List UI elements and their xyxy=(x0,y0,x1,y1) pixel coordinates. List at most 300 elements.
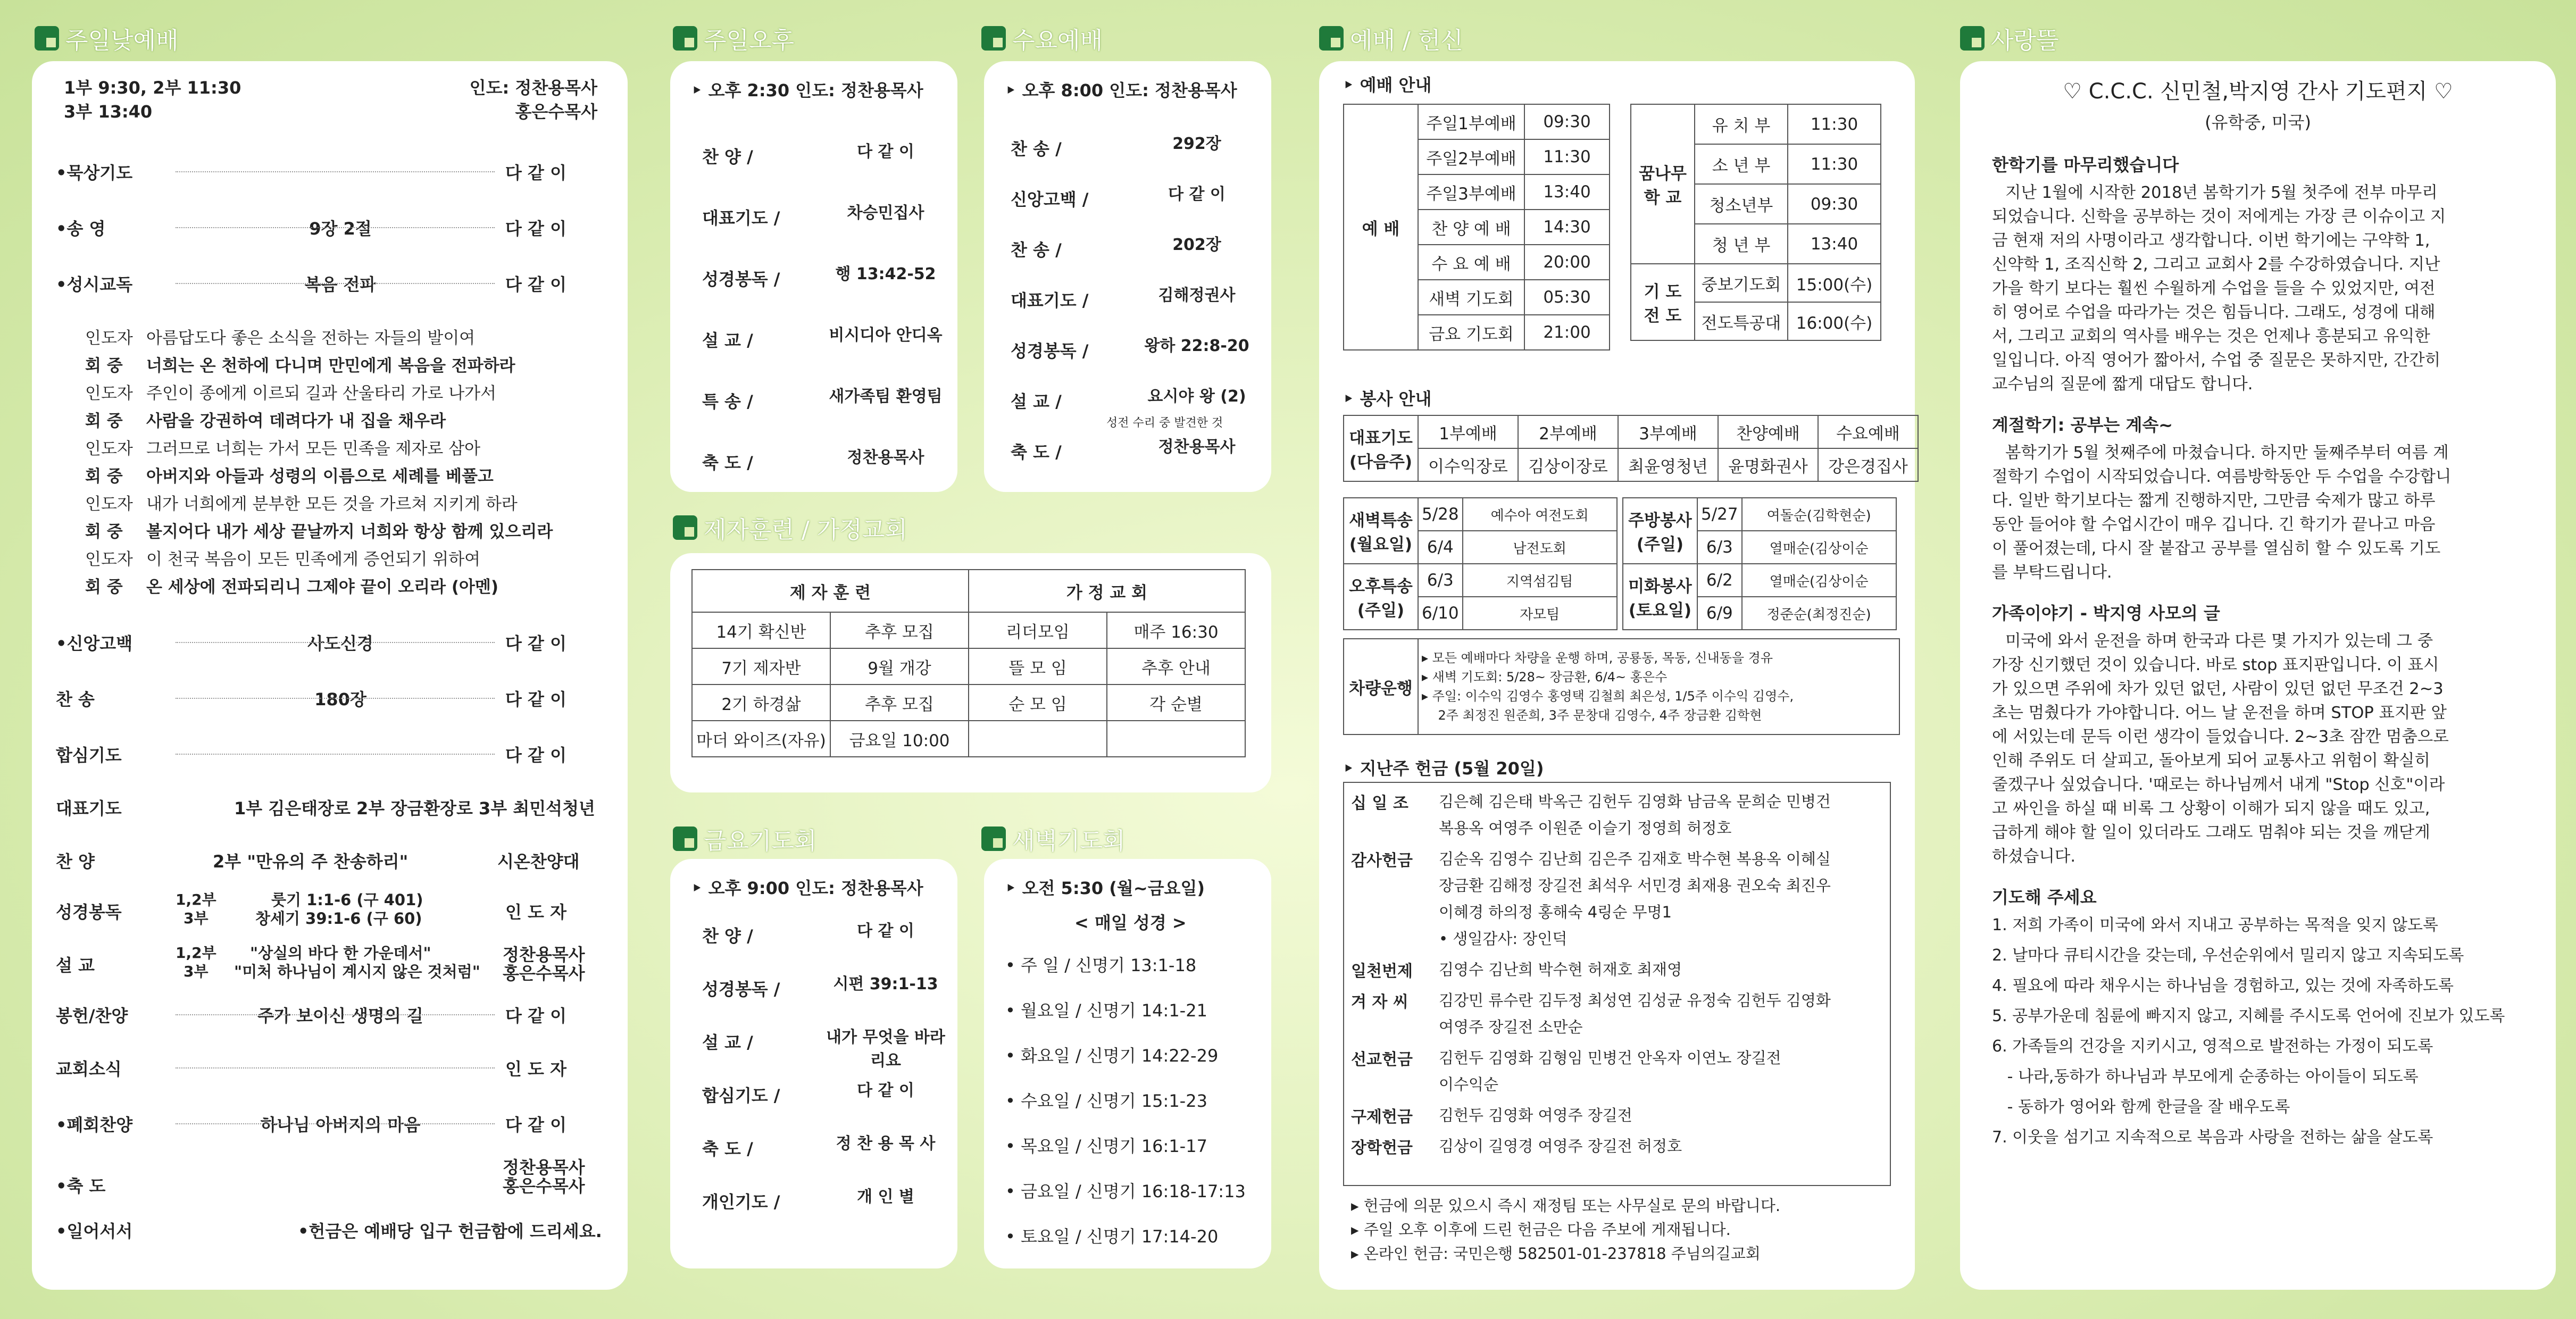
letter-line: 하셨습니다. xyxy=(1992,847,2076,866)
section-dawn: 새벽기도회 xyxy=(981,822,1126,856)
section-icon xyxy=(1960,26,1985,51)
duty-date: 6/4 xyxy=(1418,531,1463,564)
offering-names: 복용옥 여영주 이원준 이슬기 정영희 허정호 xyxy=(1439,819,1732,837)
item-content: 하나님 아버지의 마음 xyxy=(260,1115,421,1135)
item-label: •폐회찬양 xyxy=(56,1115,133,1135)
car-note: 2주 최정진 원준희, 3주 문창대 김영수, 4주 장금환 김학현 xyxy=(1422,708,1762,723)
list-label: 설 교 / xyxy=(702,330,753,350)
friday-head: ‣ 오후 9:00 인도: 정찬용목사 xyxy=(691,878,923,898)
list-value: 차승민집사 xyxy=(847,204,924,222)
item-label: 봉헌/찬양 xyxy=(56,1006,128,1026)
car-notes xyxy=(1418,639,1899,734)
school-time: 13:40 xyxy=(1788,224,1881,264)
duty-date: 6/10 xyxy=(1418,597,1463,630)
wednesday-head: ‣ 오후 8:00 인도: 정찬용목사 xyxy=(1005,80,1237,101)
sermon-who-1: 정찬용목사 xyxy=(503,945,585,965)
list-label: 찬 양 / xyxy=(702,926,753,946)
letter-heading: 한학기를 마무리했습니다 xyxy=(1992,155,2179,175)
offering-label: 일천번제 xyxy=(1351,962,1413,981)
dawn-item: • 토요일 / 신명기 17:14-20 xyxy=(1005,1226,1219,1247)
duty-label: 주방봉사 (주일) xyxy=(1623,498,1697,564)
letter-line: 에 서있는데 문득 이런 생각이 들었습니다. 2~3초 잠깐 멈춤으로 xyxy=(1992,728,2449,746)
sermon-title-1: "상실의 바다 한 가운데서" xyxy=(250,944,431,962)
school-name: 소 년 부 xyxy=(1695,144,1788,184)
bible-verse-2: 창세기 39:1-6 (구 60) xyxy=(255,909,422,928)
disc-cell: 2기 하경삶 xyxy=(692,684,830,721)
school-time: 11:30 xyxy=(1788,144,1881,184)
blessing-who-2: 홍은수목사 xyxy=(503,1176,585,1196)
list-value: 비시디아 안디옥 xyxy=(829,326,943,345)
section-icon xyxy=(673,827,697,851)
dawn-item: • 월요일 / 신명기 14:1-21 xyxy=(1005,1000,1207,1021)
car-table xyxy=(1343,638,1900,735)
blessing-who-1: 정찬용목사 xyxy=(503,1157,585,1178)
rep-name: 강은경집사 xyxy=(1818,448,1918,481)
reading-text: 볼지어다 내가 세상 끝날까지 너희와 항상 함께 있으리라 xyxy=(146,522,553,541)
section-wednesday: 수요예배 xyxy=(981,21,1103,55)
item-content: 180장 xyxy=(314,689,366,709)
list-value: 다 같 이 xyxy=(857,143,914,161)
school-name: 청소년부 xyxy=(1695,184,1788,224)
letter-heading: 계절학기: 공부는 계속~ xyxy=(1992,415,2173,435)
list-value: 202장 xyxy=(1172,236,1221,254)
list-value: 왕하 22:8-20 xyxy=(1144,337,1249,355)
rep-col: 1부예배 xyxy=(1418,415,1518,448)
item-label: •송 영 xyxy=(56,219,106,239)
item-dots xyxy=(176,754,495,755)
item-who: 다 같 이 xyxy=(505,689,567,709)
disc-cell: 14기 확신반 xyxy=(692,612,830,648)
list-value: 김해정권사 xyxy=(1158,286,1236,305)
item-dots xyxy=(176,698,495,699)
prayer-item: - 나라,동하가 하나님과 부모에게 순종하는 아이들이 되도록 xyxy=(1992,1067,2419,1086)
list-value: 개 인 별 xyxy=(857,1188,914,1206)
offering-names: • 생일감사: 장인덕 xyxy=(1439,930,1568,948)
reading-role: 인도자 xyxy=(85,329,133,348)
letter-line: 일입니다. 아직 영어가 짧아서, 수업 중 질문은 못하지만, 간간히 xyxy=(1992,351,2441,370)
car-label: 차량운행 xyxy=(1344,639,1418,734)
duty-team: 남전도회 xyxy=(1463,531,1617,564)
reading-text: 아름답도다 좋은 소식을 전하는 자들의 발이여 xyxy=(146,329,476,348)
offering-names: 김헌두 김영화 김형임 민병건 안옥자 이연노 장길전 xyxy=(1439,1049,1781,1067)
list-value: 행 13:42-52 xyxy=(835,265,936,283)
letter-subtitle: (유학중, 미국) xyxy=(2205,112,2311,132)
item-label: 교회소식 xyxy=(56,1059,122,1079)
letter-line: 급하게 해야 할 일이 있더라도 그래도 멈춰야 되는 것을 깨닫게 xyxy=(1992,823,2430,842)
item-who: 다 같 이 xyxy=(505,1006,567,1026)
offering-title: ‣ 지난주 헌금 (5월 20일) xyxy=(1343,758,1544,779)
disc-cell: 마더 와이즈(자유) xyxy=(692,721,830,757)
letter-heading: 기도해 주세요 xyxy=(1992,887,2097,907)
sermon-who-2: 홍은수목사 xyxy=(503,963,585,983)
sunday-time: 1부 9:30, 2부 11:30 xyxy=(64,78,241,98)
list-value: 292장 xyxy=(1172,135,1221,153)
offering-note: •헌금은 예배당 입구 헌금함에 드리세요. xyxy=(298,1221,602,1241)
item-label: •성시교독 xyxy=(56,274,133,295)
dawn-item: • 금요일 / 신명기 16:18-17:13 xyxy=(1005,1181,1246,1201)
rep-name: 윤명화권사 xyxy=(1718,448,1818,481)
offering-names: 김순옥 김영수 김난희 김은주 김재호 박수현 복용옥 이혜실 xyxy=(1439,850,1831,868)
bible-part: 1,2부 xyxy=(176,891,216,908)
list-value: 다 같 이 xyxy=(857,922,914,940)
letter-heading: 가족이야기 - 박지영 사모의 글 xyxy=(1992,603,2220,623)
duty-team: 예수아 여전도회 xyxy=(1463,498,1617,531)
reading-role: 회 중 xyxy=(85,522,123,541)
pray-name: 전도특공대 xyxy=(1695,302,1788,340)
disc-header: 제 자 훈 련 xyxy=(692,570,969,612)
list-value: 정찬용목사 xyxy=(847,448,924,467)
offering-label: 장학헌금 xyxy=(1351,1139,1413,1157)
rep-name: 김상이장로 xyxy=(1518,448,1618,481)
list-label: 설 교 / xyxy=(702,1032,753,1053)
list-label: 대표기도 / xyxy=(1011,290,1089,311)
duty-date: 6/3 xyxy=(1418,564,1463,597)
duty-team: 열매순(김상이순 xyxy=(1742,564,1896,597)
offering-note: ▸ 주일 오후 이후에 드린 헌금은 다음 주보에 게재됩니다. xyxy=(1351,1221,1731,1239)
reading-role: 인도자 xyxy=(85,550,133,569)
offering-names: 김상이 길영경 여영주 장길전 허정호 xyxy=(1439,1137,1682,1155)
prayer-item: 2. 날마다 큐티시간을 갖는데, 우선순위에서 밀리지 않고 지속되도록 xyxy=(1992,946,2464,965)
list-label: 찬 양 / xyxy=(702,147,753,167)
home-cell: 순 모 임 xyxy=(969,684,1107,721)
item-dots xyxy=(176,1067,495,1068)
dawn-item: • 화요일 / 신명기 14:22-29 xyxy=(1005,1046,1219,1066)
item-dots xyxy=(176,1014,495,1015)
letter-line: 인해 주위도 더 살피고, 돌아보게 되어 교통사고 위험이 확실히 xyxy=(1992,752,2430,770)
letter-line: 지난 1월에 시작한 2018년 봄학기가 5월 첫주에 전부 마무리 xyxy=(2005,183,2438,202)
list-value: 정찬용목사 xyxy=(1158,438,1236,456)
item-who: 시온찬양대 xyxy=(497,851,580,872)
section-icon xyxy=(1319,26,1344,51)
reading-role: 회 중 xyxy=(85,412,123,431)
list-label: 합심기도 / xyxy=(702,1086,780,1106)
offering-names: 김강민 류수란 김두정 최성연 김성균 유정숙 김헌두 김영화 xyxy=(1439,991,1831,1009)
section-friday: 금요기도회 xyxy=(673,822,817,856)
rep-col: 찬양예배 xyxy=(1718,415,1818,448)
offering-names: 이수익순 xyxy=(1439,1075,1499,1093)
item-dots xyxy=(176,1123,495,1124)
item-dots xyxy=(176,171,495,172)
offering-names: 김영수 김난희 박수현 허재호 최재영 xyxy=(1439,961,1682,979)
letter-line: 고 싸인을 하실 때 비록 그 상황이 이해가 되지 않을 때도 있고, xyxy=(1992,799,2430,818)
list-label: 특 송 / xyxy=(702,391,753,412)
worship-time: 09:30 xyxy=(1524,104,1610,139)
list-label: 신앙고백 / xyxy=(1011,189,1089,210)
car-note: ▸ 새벽 기도회: 5/28~ 장금환, 6/4~ 홍은수 xyxy=(1422,670,1668,684)
item-dots xyxy=(176,642,495,643)
worship-title: ‣ 예배 안내 xyxy=(1343,75,1432,95)
section-icon xyxy=(981,26,1006,51)
reading-text: 사람을 강권하여 데려다가 내 집을 채우라 xyxy=(146,412,446,431)
home-cell: 매주 16:30 xyxy=(1107,612,1245,648)
list-label: 찬 송 / xyxy=(1011,139,1062,159)
list-label: 축 도 / xyxy=(702,453,753,473)
kitchen-table xyxy=(1622,497,1897,630)
sunday-time-3: 3부 13:40 xyxy=(64,102,153,122)
letter-line: 히 영어로 수업을 따라가는 것은 힘듭니다. 그래도, 성경에 대해 xyxy=(1992,303,2436,322)
duty-label: 새벽특송 (월요일) xyxy=(1344,498,1418,564)
school-label: 꿈나무 학 교 xyxy=(1631,104,1695,264)
disc-cell: 금요일 10:00 xyxy=(830,721,969,757)
item-content: 2부 "만유의 주 찬송하리" xyxy=(213,851,409,872)
worship-time: 13:40 xyxy=(1524,174,1610,210)
letter-title: ♡ C.C.C. 신민철,박지영 간사 기도편지 ♡ xyxy=(2063,79,2453,104)
prayer-item: 7. 이웃을 섬기고 지속적으로 복음과 사랑을 전하는 삶을 살도록 xyxy=(1992,1128,2433,1147)
worship-name: 새벽 기도회 xyxy=(1418,280,1524,315)
list-value: 내가 무엇을 바라리요 xyxy=(826,1028,945,1070)
rep-name: 최윤영청년 xyxy=(1618,448,1718,481)
wednesday-sermon-sub: 성전 수리 중 발견한 것 xyxy=(1106,416,1223,430)
list-label: 축 도 / xyxy=(1011,442,1062,462)
section-sunday: 주일낮예배 xyxy=(35,21,179,55)
worship-time: 14:30 xyxy=(1524,210,1610,245)
item-content: 9장 2절 xyxy=(309,219,372,239)
offering-label: 구제헌금 xyxy=(1351,1108,1413,1126)
disc-cell: 7기 제자반 xyxy=(692,648,830,684)
blessing-label: •축 도 xyxy=(56,1176,106,1196)
pray-time: 16:00(수) xyxy=(1788,302,1881,340)
home-cell: 리더모임 xyxy=(969,612,1107,648)
list-label: 개인기도 / xyxy=(702,1192,780,1212)
duty-date: 5/27 xyxy=(1697,498,1742,531)
item-who: 인 도 자 xyxy=(505,1059,567,1079)
letter-line: 되었습니다. 신학을 공부하는 것이 저에게는 가장 큰 이슈이고 지 xyxy=(1992,207,2446,226)
home-cell: 각 순별 xyxy=(1107,684,1245,721)
sermon-title-2: "미처 하나님이 계시지 않은 것처럼" xyxy=(234,963,480,981)
reading-role: 회 중 xyxy=(85,467,123,486)
worship-name: 찬 양 예 배 xyxy=(1418,210,1524,245)
dawn-item: • 수요일 / 신명기 15:1-23 xyxy=(1005,1091,1207,1111)
item-content: 1부 김은태장로 2부 장금환장로 3부 최민석청년 xyxy=(234,798,595,819)
letter-line: 동안 들어야 할 수업시간이 매우 깁니다. 긴 학기가 끝나고 마음 xyxy=(1992,515,2436,534)
list-value: 시편 39:1-13 xyxy=(833,975,938,994)
prayer-item: 4. 필요에 따라 채우시는 하나님을 경험하고, 있는 것에 자족하도록 xyxy=(1992,976,2454,995)
rep-name: 이수익장로 xyxy=(1418,448,1518,481)
list-value: 정 찬 용 목 사 xyxy=(836,1134,936,1153)
rep-label: 대표기도 (다음주) xyxy=(1344,415,1418,481)
school-name: 유 치 부 xyxy=(1695,104,1788,144)
reading-text: 아버지와 아들과 성령의 이름으로 세례를 베풀고 xyxy=(146,467,494,486)
bible-who: 인 도 자 xyxy=(505,902,567,922)
duty-team: 열매순(김상이순 xyxy=(1742,531,1896,564)
item-label: •묵상기도 xyxy=(56,163,133,183)
sermon-label: 설 교 xyxy=(56,955,95,975)
section-afternoon: 주일오후 xyxy=(673,21,794,55)
list-label: 성경봉독 / xyxy=(702,269,780,289)
offering-names: 김은혜 김은태 박옥근 김헌두 김영화 남금옥 문희순 민병건 xyxy=(1439,792,1831,811)
section-icon xyxy=(673,26,697,51)
letter-line: 가을 학기 보다는 훨씬 수월하게 수업을 들을 수 있었지만, 여전 xyxy=(1992,279,2436,298)
pray-label: 기 도 전 도 xyxy=(1631,264,1695,340)
item-content: 복음 전파 xyxy=(304,274,377,295)
item-who: 다 같 이 xyxy=(505,633,567,654)
duty-date: 6/9 xyxy=(1697,597,1742,630)
offering-names: 장금환 김해정 장길전 최석우 서민경 최재용 권오숙 최진우 xyxy=(1439,876,1831,895)
service-table xyxy=(1343,415,1919,482)
list-label: 축 도 / xyxy=(702,1139,753,1159)
home-cell: 뜰 모 임 xyxy=(969,648,1107,684)
worship-time: 11:30 xyxy=(1524,139,1610,174)
worship-label: 예 배 xyxy=(1344,104,1418,350)
pray-name: 중보기도회 xyxy=(1695,264,1788,302)
sermon-part: 1,2부 xyxy=(176,944,216,962)
worship-time: 20:00 xyxy=(1524,245,1610,280)
prayer-item: - 동하가 영어와 함께 한글을 잘 배우도록 xyxy=(1992,1098,2290,1116)
duty-label: 오후특송 (주일) xyxy=(1344,564,1418,630)
list-label: 성경봉독 / xyxy=(1011,341,1089,361)
item-content: 사도신경 xyxy=(307,633,373,654)
list-value: 새가족팀 환영팀 xyxy=(829,387,943,406)
item-who: 다 같 이 xyxy=(505,163,567,183)
duty-team: 지역섬김팀 xyxy=(1463,564,1617,597)
list-label: 성경봉독 / xyxy=(702,979,780,999)
school-time: 09:30 xyxy=(1788,184,1881,224)
reading-role: 회 중 xyxy=(85,578,123,597)
section-love: 사랑뜰 xyxy=(1960,21,2059,55)
disc-cell: 9월 개강 xyxy=(830,648,969,684)
list-value: 다 같 이 xyxy=(857,1081,914,1100)
rep-col: 3부예배 xyxy=(1618,415,1718,448)
offering-label: 겨 자 씨 xyxy=(1351,993,1408,1012)
reading-role: 인도자 xyxy=(85,495,133,514)
letter-line: 다. 일반 학기보다는 짧게 진행하지만, 그만큼 숙제가 많고 하루 xyxy=(1992,491,2436,510)
item-dots xyxy=(176,283,495,284)
offering-label: 선교헌금 xyxy=(1351,1050,1413,1069)
worship-name: 수 요 예 배 xyxy=(1418,245,1524,280)
prayer-item: 5. 공부가운데 침륜에 빠지지 않고, 지혜를 주시도록 언어에 진보가 있도록 xyxy=(1992,1007,2505,1025)
letter-line: 절학기 수업이 시작되었습니다. 여름방학동안 두 수업을 수강합니 xyxy=(1992,468,2452,486)
car-note: ▸ 모든 예배마다 차량을 운행 하며, 공룡동, 목동, 신내동을 경유 xyxy=(1422,650,1773,665)
offering-names: 여영주 장길전 소만순 xyxy=(1439,1018,1583,1036)
item-label: 대표기도 xyxy=(56,798,122,819)
offering-names: 이혜경 하의정 홍해숙 4링순 무명1 xyxy=(1439,903,1672,921)
sunday-leader: 인도: 정찬용목사 xyxy=(469,78,597,98)
service-title: ‣ 봉사 안내 xyxy=(1343,389,1432,409)
duty-team: 여돌순(김학현순) xyxy=(1742,498,1896,531)
afternoon-head: ‣ 오후 2:30 인도: 정찬용목사 xyxy=(691,80,923,101)
worship-time: 21:00 xyxy=(1524,315,1610,350)
letter-line: 미국에 와서 운전을 하며 한국과 다른 몇 가지가 있는데 그 중 xyxy=(2005,632,2433,650)
empty-cell xyxy=(1107,721,1245,757)
dawn-item: • 목요일 / 신명기 16:1-17 xyxy=(1005,1136,1207,1156)
item-label: 찬 양 xyxy=(56,851,95,872)
car-note: ▸ 주일: 이수익 김영수 홍영택 김철희 최은성, 1/5주 이수익 김영수, xyxy=(1422,689,1794,704)
school-time: 11:30 xyxy=(1788,104,1881,144)
reading-text: 내가 너희에게 분부한 모든 것을 가르쳐 지키게 하라 xyxy=(146,495,518,514)
item-label: •신앙고백 xyxy=(56,633,133,654)
letter-line: 를 부탁드립니다. xyxy=(1992,563,2112,582)
item-who: 다 같 이 xyxy=(505,219,567,239)
worship-name: 주일1부예배 xyxy=(1418,104,1524,139)
home-header: 가 정 교 회 xyxy=(969,570,1245,612)
home-cell: 추후 안내 xyxy=(1107,648,1245,684)
prayer-item: 1. 저희 가족이 미국에 와서 지내고 공부하는 목적을 잊지 않도록 xyxy=(1992,916,2438,934)
duty-label: 미화봉사 (토요일) xyxy=(1623,564,1697,630)
list-value: 요시야 왕 (2) xyxy=(1147,387,1246,406)
letter-line: 금 현재 저의 사명이라고 생각합니다. 이번 학기에는 구약학 1, xyxy=(1992,231,2430,250)
item-content: 주가 보이신 생명의 길 xyxy=(257,1006,423,1026)
discipleship-table xyxy=(691,569,1246,757)
letter-line: 봄학기가 5월 첫째주에 마쳤습니다. 하지만 둘째주부터 여름 계 xyxy=(2005,444,2449,462)
letter-line: 교수님의 질문에 짧게 대답도 합니다. xyxy=(1992,375,2253,394)
reading-text: 너희는 온 천하에 다니며 만민에게 복음을 전파하라 xyxy=(146,356,515,375)
list-value: 다 같 이 xyxy=(1168,185,1226,204)
dawn-item: • 주 일 / 신명기 13:1-18 xyxy=(1005,955,1197,975)
offering-note: ▸ 헌금에 의문 있으시 즉시 재정팀 또는 사무실로 문의 바랍니다. xyxy=(1351,1197,1781,1215)
list-label: 대표기도 / xyxy=(702,208,780,228)
letter-line: 신약학 1, 조직신학 2, 그리고 교회사 2를 수강하였습니다. 지난 xyxy=(1992,255,2440,274)
rep-col: 2부예배 xyxy=(1518,415,1618,448)
worship-table xyxy=(1343,104,1610,350)
duty-team: 자모팀 xyxy=(1463,597,1617,630)
bible-part2: 3부 xyxy=(184,909,209,927)
disc-cell: 추후 모집 xyxy=(830,684,969,721)
reading-role: 인도자 xyxy=(85,439,133,458)
dawn-head: ‣ 오전 5:30 (월~금요일) xyxy=(1005,878,1205,898)
section-icon xyxy=(981,827,1006,851)
section-icon xyxy=(673,515,697,540)
worship-name: 주일2부예배 xyxy=(1418,139,1524,174)
offering-label: 십 일 조 xyxy=(1351,794,1408,813)
reading-role: 인도자 xyxy=(85,384,133,403)
item-dots xyxy=(176,227,495,228)
bible-verse-1: 룻기 1:1-6 (구 401) xyxy=(271,891,423,909)
school-name: 청 년 부 xyxy=(1695,224,1788,264)
reading-text: 온 세상에 전파되리니 그제야 끝이 오리라 (아멘) xyxy=(146,578,499,597)
section-icon xyxy=(35,26,59,51)
item-label: 찬 송 xyxy=(56,689,95,709)
sunday-leader-2: 홍은수목사 xyxy=(515,102,597,122)
letter-line: 가 있으면 주위에 차가 있던 없던, 사람이 있던 없던 무조건 2~3 xyxy=(1992,680,2444,698)
reading-role: 회 중 xyxy=(85,356,123,375)
offering-box xyxy=(1343,782,1891,1186)
reading-text: 그러므로 너희는 가서 모든 민족을 제자로 삼아 xyxy=(146,439,481,458)
pray-time: 15:00(수) xyxy=(1788,264,1881,302)
duty-date: 6/3 xyxy=(1697,531,1742,564)
letter-line: 초는 멈췄다가 가야합니다. 어느 날 운전을 하며 STOP 표지판 앞 xyxy=(1992,704,2447,722)
dawn-sub: < 매일 성경 > xyxy=(1074,913,1187,933)
duty-date: 5/28 xyxy=(1418,498,1463,531)
school-table xyxy=(1630,104,1881,341)
section-discipleship: 제자훈련 / 가정교회 xyxy=(673,511,907,545)
special-table xyxy=(1343,497,1618,630)
rep-col: 수요예배 xyxy=(1818,415,1918,448)
letter-line: 이 풀어졌는데, 다시 잘 붙잡고 공부를 열심히 할 수 있도록 기도 xyxy=(1992,539,2441,558)
section-worship: 예배 / 헌신 xyxy=(1319,21,1463,55)
list-label: 찬 송 / xyxy=(1011,240,1062,260)
offering-label: 감사헌금 xyxy=(1351,851,1413,870)
worship-time: 05:30 xyxy=(1524,280,1610,315)
sermon-part2: 3부 xyxy=(184,963,209,980)
reading-text: 이 천국 복음이 모든 민족에게 증언되기 위하여 xyxy=(146,550,481,569)
empty-cell xyxy=(969,721,1107,757)
letter-line: 가장 신기했던 것이 있습니다. 바로 stop 표지판입니다. 이 표시 xyxy=(1992,656,2439,674)
duty-team: 정준순(최정진순) xyxy=(1742,597,1896,630)
worship-name: 주일3부예배 xyxy=(1418,174,1524,210)
offering-names: 김헌두 김영화 여영주 장길전 xyxy=(1439,1106,1632,1124)
card-sunday xyxy=(32,61,628,1290)
closing-label: •일어서서 xyxy=(56,1221,133,1241)
letter-line: 서, 그리고 교회의 역사를 배우는 것은 언제나 흥분되고 유익한 xyxy=(1992,327,2430,346)
reading-text: 주인이 종에게 이르되 길과 산울타리 가로 나가서 xyxy=(146,384,497,403)
item-who: 다 같 이 xyxy=(505,745,567,765)
prayer-item: 6. 가족들의 건강을 지키시고, 영적으로 발전하는 가정이 되도록 xyxy=(1992,1037,2433,1056)
worship-name: 금요 기도회 xyxy=(1418,315,1524,350)
disc-cell: 추후 모집 xyxy=(830,612,969,648)
bible-label: 성경봉독 xyxy=(56,902,122,922)
item-label: 합심기도 xyxy=(56,745,122,765)
item-who: 다 같 이 xyxy=(505,1115,567,1135)
